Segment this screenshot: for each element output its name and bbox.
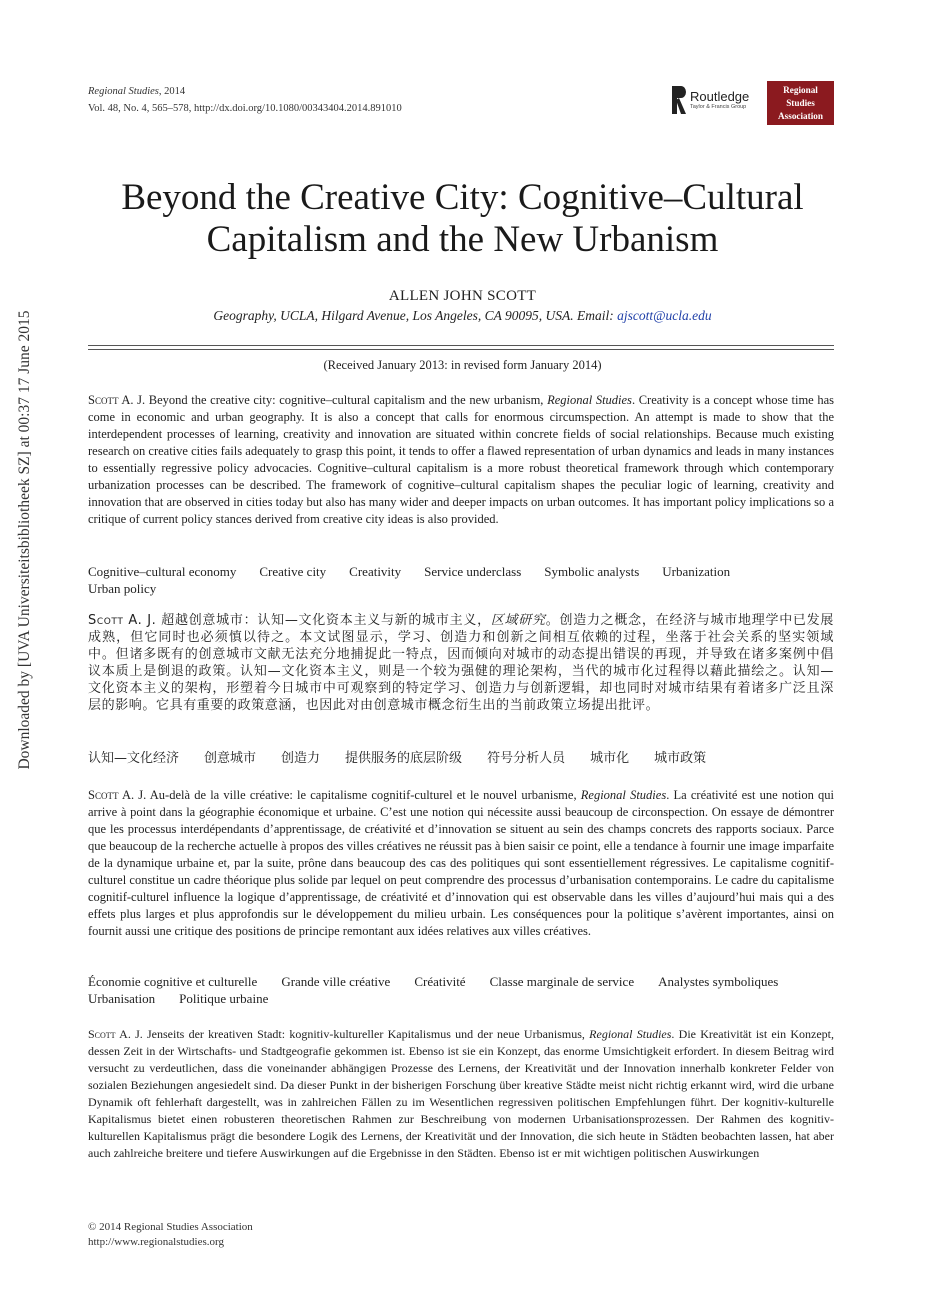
divider-top <box>88 345 834 346</box>
routledge-logo <box>672 86 749 114</box>
keyword: Creative city <box>259 564 327 579</box>
abstract-journal: Regional Studies <box>589 1027 672 1041</box>
keyword: 城市政策 <box>654 751 707 766</box>
keyword: 认知—文化经济 <box>88 751 180 766</box>
journal-citation <box>88 83 402 117</box>
abstract-journal: 区域研究 <box>490 613 546 628</box>
keyword: 符号分析人员 <box>487 751 566 766</box>
abstract-english <box>88 392 834 528</box>
keyword: Créativité <box>414 974 466 989</box>
keywords-french <box>88 973 834 1007</box>
keyword: 创意城市 <box>204 751 257 766</box>
keyword: Analystes symboliques <box>658 974 779 989</box>
abstract-author: Scott <box>88 393 119 407</box>
keyword: 城市化 <box>590 751 630 766</box>
routledge-r-icon <box>672 86 686 114</box>
keyword: Politique urbaine <box>179 991 269 1006</box>
keywords-english <box>88 563 834 597</box>
abstract-chinese <box>88 612 834 714</box>
abstract-lead: A. J. 超越创意城市：认知—文化资本主义与新的城市主义， <box>123 613 491 628</box>
abstract-body: . Creativity is a concept whose time has come in economic and urban geography. It is also a concept that calls for enormous circumspection. An attempt is made to show that the interdependent processes of learning, creativity and innovation are situated within concrete fields of social relationships. Because much existing research on creative cities fails adequately to grasp this point, it tends to offer a flawed representation of urban dynamics and leads in many instances to essentially regressive policy advocacies. Cognitive–cultural capitalism is a more robust theoretical framework through which contemporary urbanization processes can be described. The framework of cognitive–cultural capitalism shapes the peculiar logic of learning, creativity and innovation that are observed in cities today but also has many wider and deeper impacts on urban outcomes. It has important policy implications so a critique of current policy stances derived from creative city ideas is also provided. <box>88 393 834 526</box>
abstract-german <box>88 1026 834 1162</box>
keyword: Creativity <box>349 564 402 579</box>
keyword: Grande ville créative <box>281 974 391 989</box>
article-title: Beyond the Creative City: Cognitive–Cultural Capitalism and the New Urbanism <box>121 177 804 260</box>
abstract-author: Scott <box>88 613 124 628</box>
abstract-author: Scott <box>88 1027 116 1041</box>
abstract-journal: Regional Studies <box>547 393 632 407</box>
download-watermark <box>14 170 36 910</box>
publisher-group: Taylor & Francis Group <box>690 103 747 110</box>
abstract-french <box>88 787 834 940</box>
rsa-line-1: Regional <box>783 84 818 95</box>
abstract-lead: A. J. Beyond the creative city: cognitive–cultural capitalism and the new urbanism, <box>118 393 548 407</box>
publisher-name: Routledge <box>690 88 750 104</box>
association-url[interactable]: http://www.regionalstudies.org <box>88 1236 224 1248</box>
keyword: Service underclass <box>424 564 522 579</box>
abstract-lead: A. J. Au-delà de la ville créative: le capitalisme cognitif-culturel et le nouvel urbanisme, <box>118 788 581 802</box>
journal-name: Regional Studies <box>88 86 159 97</box>
download-notice: Downloaded by [UVA Universiteitsbibliotheek SZ] at 00:37 17 June 2015 <box>16 310 33 770</box>
divider-bottom <box>88 349 834 350</box>
keyword: Classe marginale de service <box>489 974 635 989</box>
keyword: Cognitive–cultural economy <box>88 564 237 579</box>
journal-year: , 2014 <box>158 86 186 97</box>
keyword: Urban policy <box>88 581 157 596</box>
rsa-logo <box>767 81 834 125</box>
author-name: ALLEN JOHN SCOTT <box>388 288 537 304</box>
abstract-lead: A. J. Jenseits der kreativen Stadt: kognitiv-kultureller Kapitalismus und der neue Urbanismus, <box>115 1027 590 1041</box>
keyword: Urbanisation <box>88 991 156 1006</box>
abstract-journal: Regional Studies <box>580 788 667 802</box>
abstract-body: 。创造力之概念，在经济与城市地理学中已发展成熟，但它同时也必须慎以待之。本文试图显示，学习、创造力和创新之间相互依赖的过程，坐落于社会关系的坚实领域中。但诸多既有的创意城市文献无法充分地捕捉此一特点，因而倾向对城市的动态提出错误的再现，并导致在诸多案例中倡议本质上是倒退的政策。认知—文化资本主义，则是一个较为强健的理论架构，当代的城市化过程得以藉此描绘之。认知—文化资本主义的架构，形塑着今日城市中可观察到的特定学习、创造力与创新逻辑，却也同时对城市结果有着诸多广泛且深层的影响。它具有重要的政策意涵，也因此对由创意城市概念衍生出的当前政策立场提出批评。 <box>88 613 834 713</box>
copyright-notice: © 2014 Regional Studies Association <box>88 1221 253 1233</box>
volume-doi: Vol. 48, No. 4, 565–578, http://dx.doi.org/10.1080/00343404.2014.891010 <box>88 103 402 114</box>
received-dates: (Received January 2013: in revised form January 2014) <box>323 358 602 372</box>
abstract-body: . La créativité est une notion qui arrive à point dans la géographie économique et urbaine. C’est une notion qui nécessite aussi beaucoup de circonspection. On essaye de démontrer que les processus interdépendants d’apprentissage, de créativité et d’innovation se situent au sein des champs concrets des rapports sociaux. Parce que beaucoup de la recherche actuelle à propos des villes créatives ne réussit pas à bien saisir ce point, elle a tendance à fournir une image imparfaite de la dynamique urbaine et, par la suite, prône dans beaucoup des cas des politiques qui sont essentiellement régressives. Le capitalisme cognitif-culturel constitue un cadre théorique plus solide par lequel on peut comprendre des processus d’urbanisation contemporains. Le cadre du capitalisme cognitif-culturel influence la logique d’apprentissage, de créativité et d’innovation qui est observable dans les villes d’aujourd’hui mais qui a des effets plus larges et plus approfondis sur le développement du milieu urbain. Les conséquences pour la politique s’avèrent importantes, ainsi on fournit aussi une critique des positions de principe remontant aux idées relatives aux villes créatives. <box>88 788 834 938</box>
keyword: 创造力 <box>281 751 321 766</box>
rsa-line-3: Association <box>778 110 823 121</box>
abstract-body: . Die Kreativität ist ein Konzept, dessen Zeit in der Wirtschafts- und Stadtgeografie gekommen ist. Ebenso ist sie ein Konzept, das enorme Umsichtigkeit erfordert. In diesem Beitrag wird versucht zu verdeutlichen, dass die voneinander abhängigen Prozesse des Lernens, der Kreativität und der Innovation innerhalb konkreter Felder von sozialen Beziehungen angesiedelt sind. Da dieser Punkt in der bisherigen Forschung über kreative Städte meist nicht richtig erkannt wird, wird die urbane Dynamik oft fehlerhaft dargestellt, was in zahlreichen Fällen zu im Wesentlichen regressiven politischen Empfehlungen führt. Der kognitiv-kulturelle Kapitalismus bietet einen robusteren theoretischen Rahmen zur Beschreibung von modernen Urbanisationsprozessen. Der Rahmen des kognitiv-kulturellen Kapitalismus prägt die besondere Logik des Lernens, der Kreativität und der Innovation, die sich heute in Städten beobachten lassen, hat aber auch zahlreiche breitere und tiefere Auswirkungen auf die Ergebnisse in den Städten. Ebenso ist er mit wichtigen politischen Auswirkungen <box>88 1027 834 1160</box>
keywords-chinese <box>88 750 834 767</box>
abstract-author: Scott <box>88 788 119 802</box>
affiliation-text: Geography, UCLA, Hilgard Avenue, Los Angeles, CA 90095, USA. Email: <box>213 308 618 323</box>
author-affiliation <box>0 308 925 324</box>
keyword: Symbolic analysts <box>544 564 640 579</box>
keyword: Urbanization <box>662 564 731 579</box>
keyword: Économie cognitive et culturelle <box>88 974 258 989</box>
author-email[interactable]: ajscott@ucla.edu <box>617 308 712 323</box>
keyword: 提供服务的底层阶级 <box>345 751 463 766</box>
rsa-line-2: Studies <box>786 97 815 108</box>
footer <box>88 1220 253 1250</box>
